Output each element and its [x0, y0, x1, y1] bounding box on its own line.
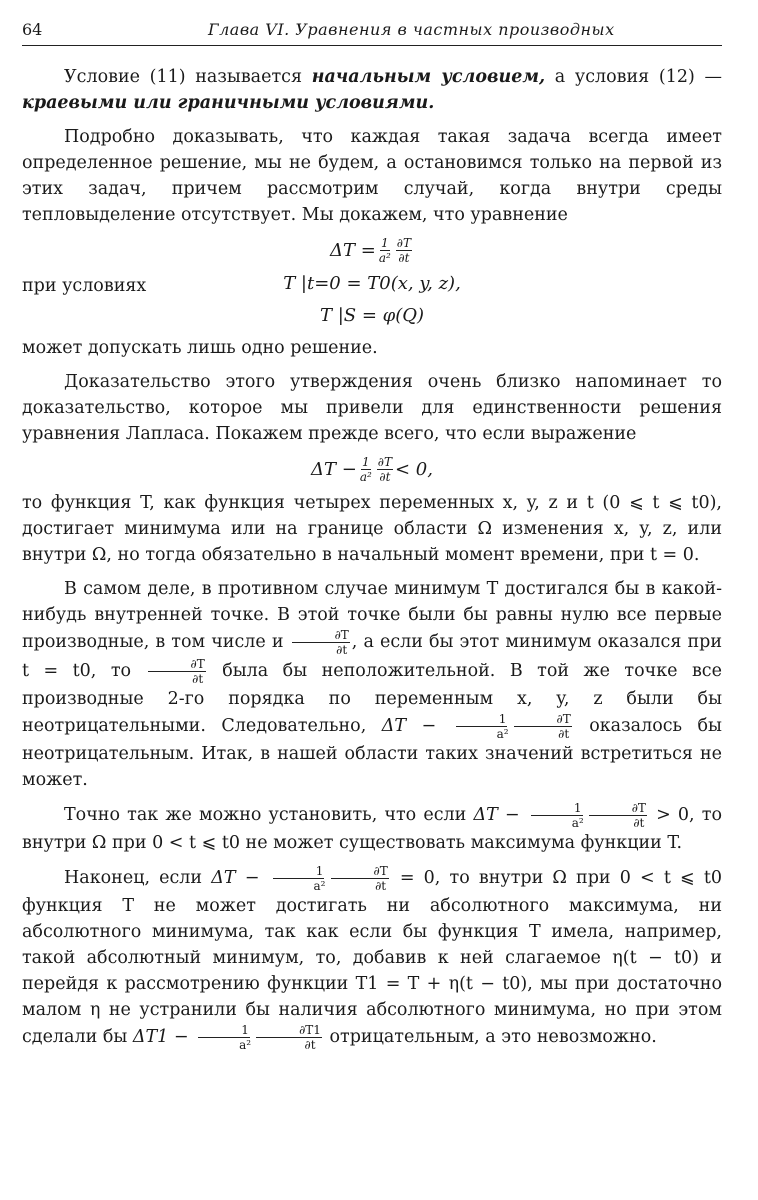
numerator: 1	[361, 455, 370, 469]
paragraph-laplace: Доказательство этого утверждения очень близко напоминает то доказательство, которое мы привели для единственности решения уравнения Лапласа. Покажем прежде всего, что если выражение	[22, 372, 722, 444]
text-run: Наконец, если	[64, 868, 212, 888]
running-header	[22, 20, 722, 46]
text-run: то внутри Ω при 0 < t ⩽ t0 функция T не может достигать ни абсолютного максимума, ни абсолютного минимума, так как если бы функция T имела, например, такой абсолютный минимум, то, добавив к ней слагаемое η(t − t0) и перейдя к рассмотрению функции T1 = T + η(t − t0), мы при достаточно малом η не устранили бы наличия абсолютного минимума, но при этом сделали бы	[22, 868, 722, 1047]
denominator: ∂t	[398, 251, 410, 265]
numerator: 1	[531, 801, 583, 816]
equation-heat	[22, 236, 722, 265]
boundary-condition-formula: T |S = φ(Q)	[319, 305, 425, 326]
text-run: то внутри Ω при 0 < t ⩽ t0 не может существовать максимума функции T.	[22, 805, 722, 853]
paragraph-minimum: то функция T, как функция четырех переменных x, y, z и t (0 ⩽ t ⩽ t0), достигает минимума или на границе области Ω изменения x, y, z, или внутри Ω, но тогда обязательно в начальный момент времени, при t = 0.	[22, 493, 722, 565]
text-run: , а если бы этот минимум оказался при t = t0,	[22, 632, 722, 681]
numerator: ∂T	[331, 864, 389, 879]
numerator: 1	[273, 864, 325, 879]
denominator: ∂t	[304, 1038, 316, 1052]
term-boundary-conditions: краевыми или граничными условиями.	[22, 93, 435, 113]
text-run: Точно так же можно установить, что если	[64, 805, 474, 825]
derivative	[589, 801, 647, 830]
fraction	[196, 1023, 252, 1052]
numerator: ∂T	[292, 628, 350, 643]
header-rule	[22, 45, 722, 46]
derivative	[377, 455, 393, 484]
text-run: то	[110, 661, 132, 681]
denominator: a²	[359, 470, 372, 484]
text-run: Условие (11) называется	[64, 67, 312, 87]
derivative	[292, 628, 350, 657]
equation-inequality	[22, 455, 722, 484]
numerator: ∂T	[589, 801, 647, 816]
paragraph-contradiction	[22, 576, 722, 793]
page-number: 64	[22, 20, 43, 39]
equation-initial	[22, 271, 722, 297]
initial-condition-formula: T |t=0 = T0(x, y, z),	[283, 273, 461, 294]
denominator: a²	[571, 816, 584, 830]
page-body	[22, 64, 722, 1060]
numerator: 1	[456, 712, 508, 727]
paragraph-uniqueness: может допускать лишь одно решение.	[22, 338, 378, 358]
conditions-label: при условиях	[22, 276, 147, 296]
denominator: a²	[239, 1038, 252, 1052]
numerator: ∂T	[377, 455, 392, 469]
fraction	[359, 455, 373, 484]
denominator: ∂t	[336, 643, 348, 657]
numerator: ∂T	[396, 236, 411, 250]
denominator: ∂t	[558, 727, 570, 741]
derivative	[396, 236, 412, 265]
equation-boundary	[22, 303, 722, 329]
paragraph-maximum	[22, 801, 722, 856]
chapter-title: Глава VI. Уравнения в частных производных	[208, 20, 615, 39]
eq-lhs: ΔT =	[330, 239, 376, 261]
paragraph-proof-intro: Подробно доказывать, что каждая такая задача всегда имеет определенное решение, мы не будем, а остановимся только на первой из этих задач, причем рассмотрим случай, когда внутри среды тепловыделение отсутствует. Мы докажем, что уравнение	[22, 127, 722, 225]
numerator: 1	[198, 1023, 250, 1038]
denominator: a²	[496, 727, 509, 741]
text-run: = 0,	[390, 868, 441, 888]
derivative	[514, 712, 572, 741]
denominator: a²	[378, 251, 391, 265]
paragraph-finally	[22, 864, 722, 1052]
fraction	[454, 712, 510, 741]
denominator: ∂t	[379, 470, 391, 484]
numerator: ∂T	[514, 712, 572, 727]
numerator: ∂T	[148, 657, 206, 672]
numerator: 1	[380, 236, 389, 250]
eq-lhs: ΔT −	[311, 458, 357, 480]
denominator: ∂t	[192, 672, 204, 686]
derivative	[148, 657, 206, 686]
denominator: ∂t	[633, 816, 645, 830]
text-run: была бы неположительной. В той же точке все производные 2-го порядка по переменным x, y, z были бы неотрицательными. Следовательно,	[22, 661, 722, 736]
eq-rhs: < 0,	[395, 458, 433, 480]
derivative	[256, 1023, 322, 1052]
text-run: а условия (12) —	[545, 67, 722, 87]
term-initial-condition: начальным условием,	[311, 67, 546, 87]
expr: ΔT −	[211, 868, 269, 888]
fraction	[529, 801, 585, 830]
text-run: В самом деле, в противном случае минимум T достигался бы в какой-нибудь внутренней точке. В этой точке были бы равны нулю все первые производные, в том числе и	[22, 579, 722, 652]
expr: ΔT1 −	[132, 1027, 195, 1047]
derivative	[331, 864, 389, 893]
expr: ΔT −	[381, 716, 452, 736]
text-run: отрицательным, а это невозможно.	[329, 1027, 657, 1047]
numerator: ∂T1	[256, 1023, 322, 1038]
fraction	[378, 236, 392, 265]
fraction	[271, 864, 327, 893]
expr: ΔT −	[473, 805, 527, 825]
text-run: оказалось бы неотрицательным. Итак, в нашей области таких значений встретиться не может.	[22, 716, 722, 790]
denominator: ∂t	[375, 879, 387, 893]
denominator: a²	[313, 879, 326, 893]
paragraph-conditions	[22, 64, 722, 116]
text-run: > 0,	[648, 805, 695, 825]
